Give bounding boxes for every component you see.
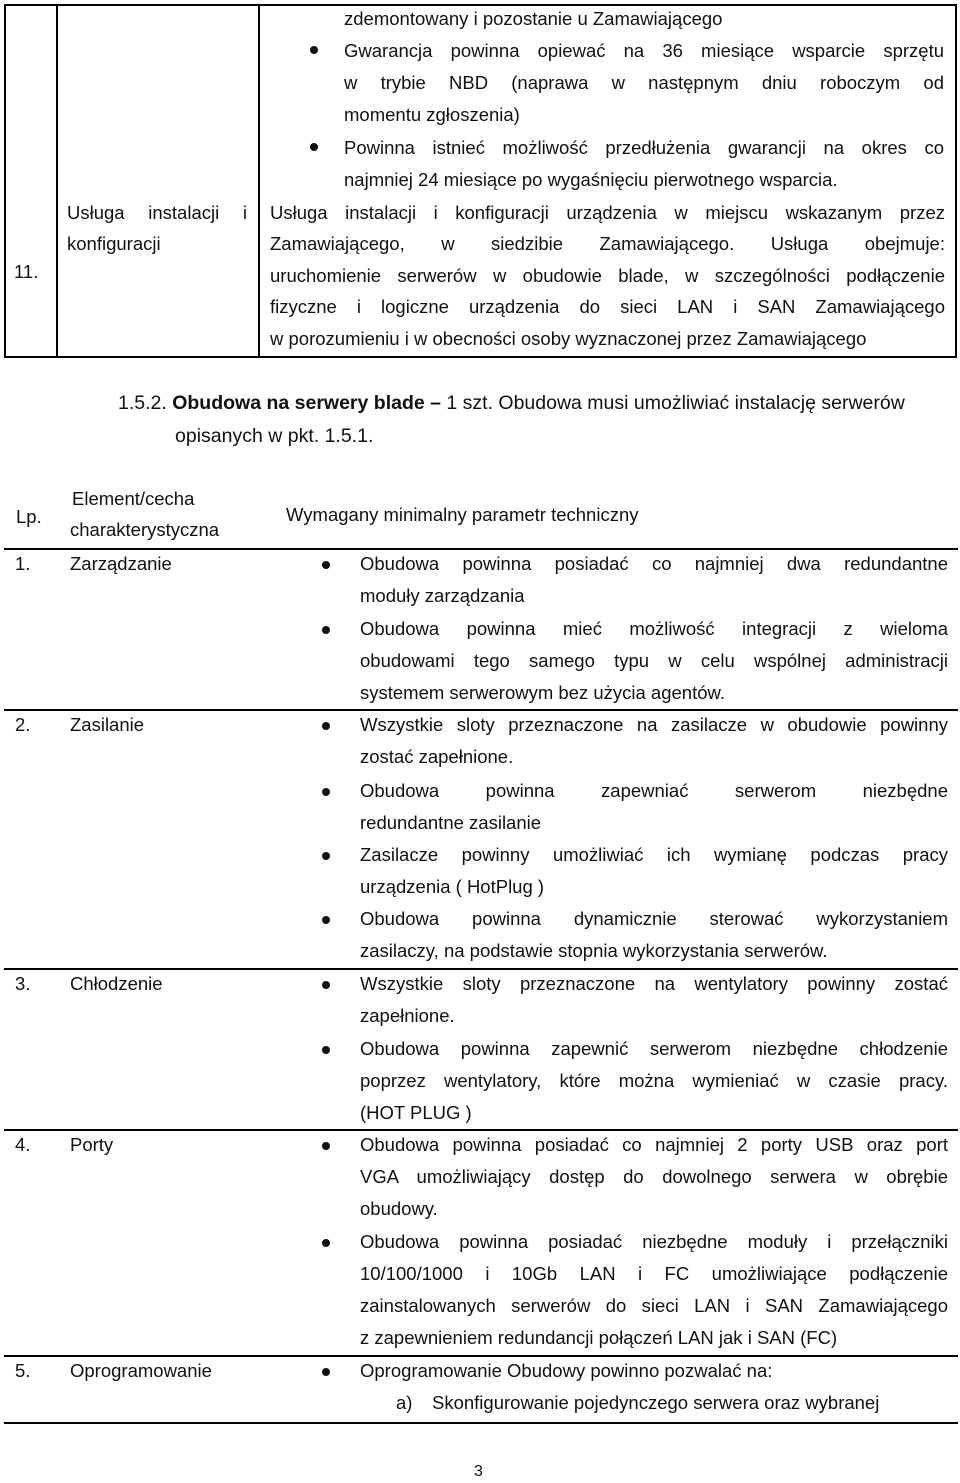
requirement-line: poprzez wentylatory, które można wymieniać w czasie pracy. — [360, 1070, 948, 1091]
row-separator — [4, 1129, 958, 1131]
table-bottom-border — [4, 1422, 958, 1424]
row-separator — [4, 709, 958, 711]
row-lp: 2. — [15, 714, 31, 735]
requirement-line: urządzenia ( HotPlug ) — [360, 876, 545, 897]
header-element: charakterystyczna — [70, 519, 220, 540]
bullet-icon — [322, 1239, 330, 1247]
bullet-line: Gwarancja powinna opiewać na 36 miesiące wsparcie sprzętu — [344, 40, 944, 61]
requirement-line: obudowy. — [360, 1198, 438, 1219]
top-table-border — [56, 4, 58, 358]
service-paragraph-line: w porozumieniu i w obecności osoby wyznaczonej przez Zamawiającego — [270, 328, 867, 349]
row-lp: 1. — [15, 553, 31, 574]
service-paragraph-line: Usługa instalacji i konfiguracji urządzenia w miejscu wskazanym przez — [270, 202, 945, 223]
service-label: konfiguracji — [67, 233, 161, 254]
requirement-line: VGA umożliwiający dostęp do dowolnego serwera w obrębie — [360, 1166, 948, 1187]
header-param: Wymagany minimalny parametr techniczny — [286, 504, 639, 525]
requirement-line: Obudowa powinna mieć możliwość integracji z wieloma — [360, 618, 948, 639]
requirement-line: Obudowa powinna dynamicznie sterować wykorzystaniem — [360, 908, 948, 929]
top-table-border — [258, 4, 260, 358]
section-heading — [118, 394, 905, 414]
sub-marker: a) — [396, 1392, 413, 1413]
requirement-line: obudowami tego samego typu w celu wspólnej administracji — [360, 650, 948, 671]
requirement-line: systemem serwerowym bez użycia agentów. — [360, 682, 725, 703]
row-name: Oprogramowanie — [70, 1360, 212, 1381]
header-bottom-border — [4, 548, 958, 550]
requirement-line: Obudowa powinna posiadać niezbędne moduły i przełączniki — [360, 1231, 948, 1252]
service-label: Usługa instalacji i — [67, 202, 247, 223]
bullet-icon — [310, 143, 318, 151]
bullet-line: momentu zgłoszenia) — [344, 104, 520, 125]
row-lp: 3. — [15, 973, 31, 994]
top-table-border — [4, 4, 6, 358]
section-rest: 1 szt. Obudowa musi umożliwiać instalację serwerów — [446, 392, 905, 414]
row-name: Porty — [70, 1134, 114, 1155]
bullet-icon — [310, 46, 318, 54]
row-lp: 5. — [15, 1360, 31, 1381]
page-number: 3 — [474, 1463, 483, 1480]
requirement-line: 10/100/1000 i 10Gb LAN i FC umożliwiające podłączenie — [360, 1263, 948, 1284]
requirement-line: zapełnione. — [360, 1005, 455, 1026]
bullet-icon — [322, 561, 330, 569]
row-lp: 4. — [15, 1134, 31, 1155]
bullet-icon — [322, 1046, 330, 1054]
sub-text: Skonfigurowanie pojedynczego serwera oraz wybranej — [432, 1392, 880, 1413]
bullet-icon — [322, 626, 330, 634]
requirement-line: zainstalowanych serwerów do sieci LAN i SAN Zamawiającego — [360, 1295, 948, 1316]
row-number: 11. — [14, 261, 39, 282]
service-paragraph-line: Zamawiającego, w siedzibie Zamawiającego. Usługa obejmuje: — [270, 233, 945, 254]
carryover-line: zdemontowany i pozostanie u Zamawiającego — [344, 8, 723, 29]
bullet-line: Powinna istnieć możliwość przedłużenia gwarancji na okres co — [344, 137, 944, 158]
section-heading-line2: opisanych w pkt. 1.5.1. — [175, 425, 374, 447]
bullet-icon — [322, 852, 330, 860]
requirement-line: Obudowa powinna posiadać co najmniej 2 porty USB oraz port — [360, 1134, 948, 1155]
top-table-border — [4, 356, 956, 358]
header-lp: Lp. — [16, 506, 42, 527]
requirement-line: zostać zapełnione. — [360, 746, 514, 767]
requirement-line: Obudowa powinna posiadać co najmniej dwa redundantne — [360, 553, 948, 574]
top-table-border — [955, 4, 957, 358]
requirement-line: redundantne zasilanie — [360, 812, 542, 833]
bullet-line: najmniej 24 miesiące po wygaśnięciu pierwotnego wsparcia. — [344, 169, 838, 190]
bullet-line: w trybie NBD (naprawa w następnym dniu roboczym od — [344, 72, 944, 93]
requirement-line: Obudowa powinna zapewnić serwerom niezbędne chłodzenie — [360, 1038, 948, 1059]
row-separator — [4, 968, 958, 970]
section-title: Obudowa na serwery blade – — [172, 392, 447, 414]
row-name: Zasilanie — [70, 714, 145, 735]
service-paragraph-line: uruchomienie serwerów w obudowie blade, w szczególności podłączenie — [270, 265, 945, 286]
requirement-line: Oprogramowanie Obudowy powinno pozwalać na: — [360, 1360, 773, 1381]
requirement-line: Zasilacze powinny umożliwiać ich wymianę podczas pracy — [360, 844, 948, 865]
header-element: Element/cecha — [72, 488, 195, 509]
requirement-line: moduły zarządzania — [360, 585, 525, 606]
requirement-line: z zapewnieniem redundancji połączeń LAN jak i SAN (FC) — [360, 1327, 838, 1348]
requirement-line: Wszystkie sloty przeznaczone na wentylatory powinny zostać — [360, 973, 948, 994]
service-paragraph-line: fizyczne i logiczne urządzenia do sieci LAN i SAN Zamawiającego — [270, 296, 945, 317]
requirement-line: (HOT PLUG ) — [360, 1102, 472, 1123]
bullet-icon — [322, 788, 330, 796]
top-table-border — [4, 4, 956, 6]
section-number: 1.5.2. — [118, 392, 173, 414]
requirement-line: zasilaczy, na podstawie stopnia wykorzystania serwerów. — [360, 940, 828, 961]
requirement-line: Obudowa powinna zapewniać serwerom niezbędne — [360, 780, 948, 801]
bullet-icon — [322, 722, 330, 730]
bullet-icon — [322, 981, 330, 989]
row-separator — [4, 1355, 958, 1357]
requirement-line: Wszystkie sloty przeznaczone na zasilacze w obudowie powinny — [360, 714, 948, 735]
row-name: Zarządzanie — [70, 553, 172, 574]
bullet-icon — [322, 1368, 330, 1376]
bullet-icon — [322, 1142, 330, 1150]
bullet-icon — [322, 916, 330, 924]
row-name: Chłodzenie — [70, 973, 163, 994]
